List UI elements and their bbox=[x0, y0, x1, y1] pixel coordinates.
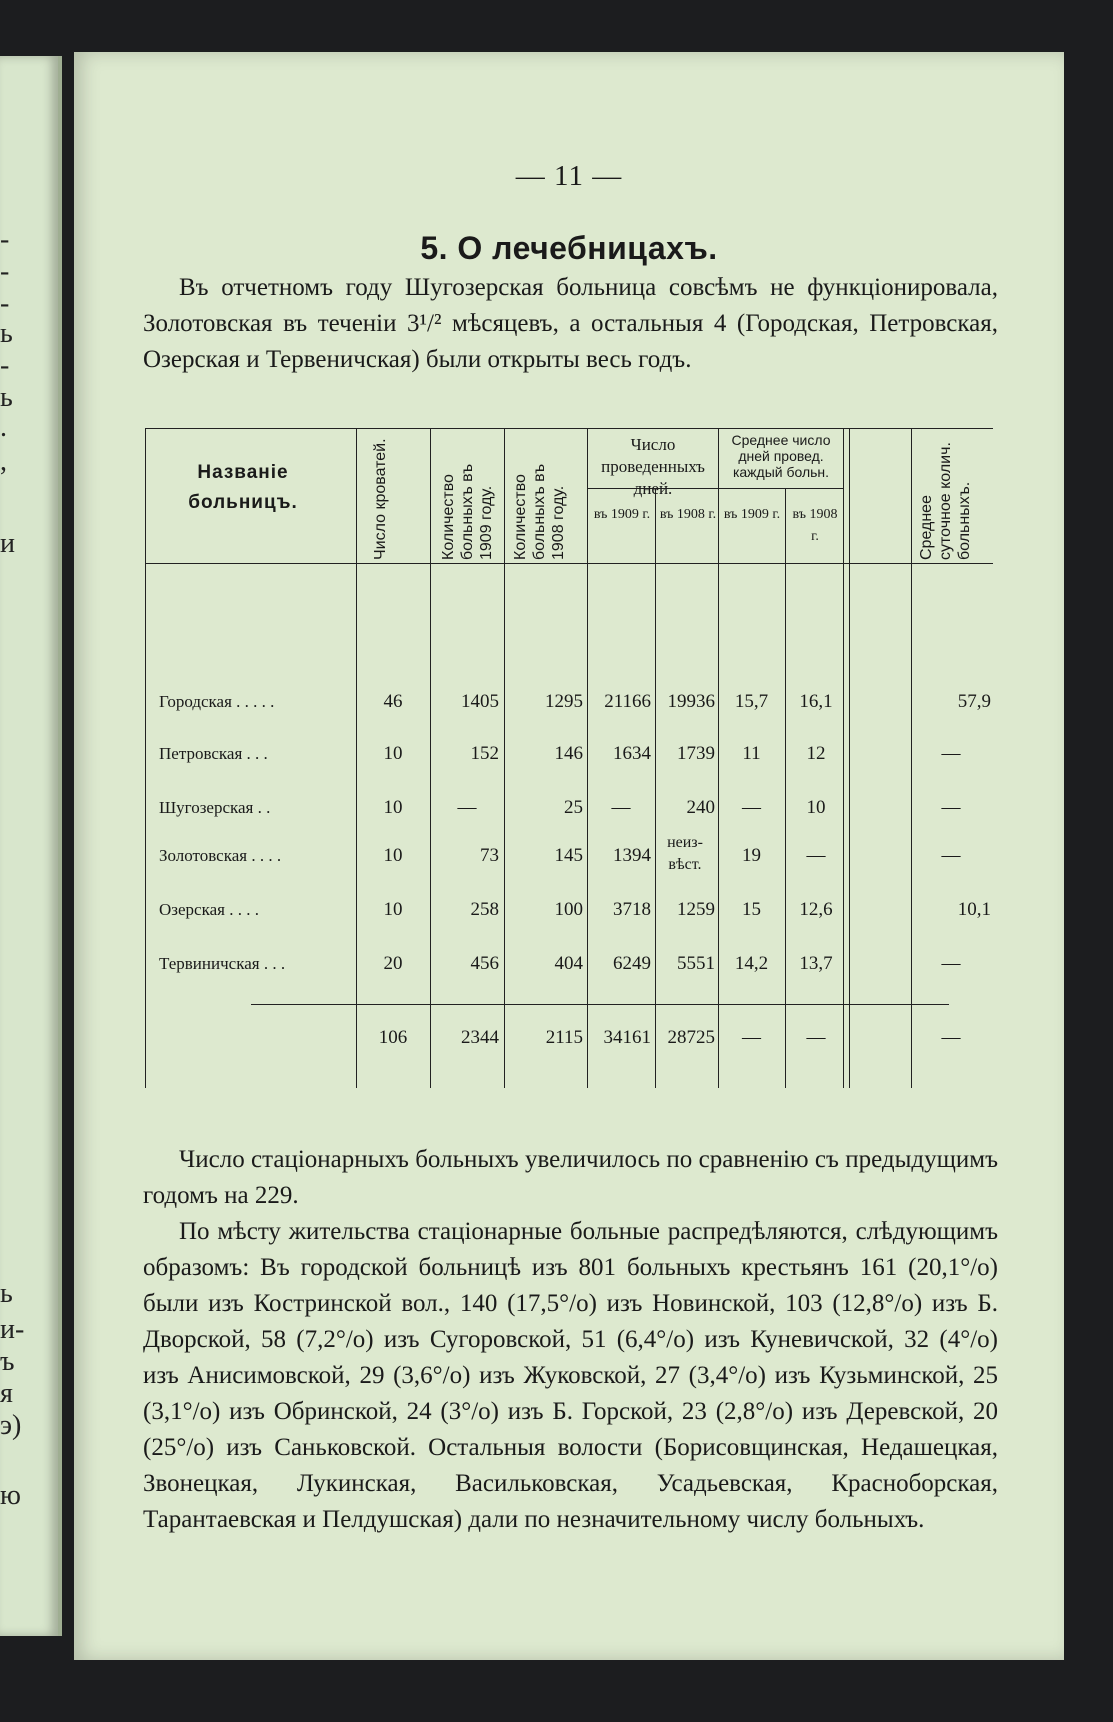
adjacent-page-edge bbox=[0, 56, 62, 1636]
row-p1909: 258 bbox=[470, 899, 499, 920]
total-a1909: — bbox=[742, 1027, 761, 1048]
left-fragment: я bbox=[0, 1378, 13, 1409]
total-daily: — bbox=[941, 1027, 961, 1048]
row-beds: 10 bbox=[383, 899, 403, 920]
row-p1908: 146 bbox=[554, 743, 583, 764]
left-fragment: - bbox=[0, 224, 10, 255]
left-fragment: ь bbox=[0, 382, 13, 413]
header-hospital-name: Названіе больницъ. bbox=[188, 462, 298, 513]
row-beds: 10 bbox=[383, 845, 403, 866]
row-daily: — bbox=[941, 845, 961, 866]
section-title: 5. О лечебницахъ. bbox=[420, 230, 718, 266]
row-name: Шугозерская . . bbox=[159, 798, 271, 817]
left-fragment: и- bbox=[0, 1314, 25, 1345]
page-number: — 11 — bbox=[515, 160, 623, 192]
row-p1908: 1295 bbox=[545, 691, 583, 712]
sub-avg-1909: въ 1909 г. bbox=[723, 507, 781, 522]
row-daily: — bbox=[941, 797, 961, 818]
row-daily: — bbox=[941, 743, 961, 764]
row-a1909: 15,7 bbox=[734, 691, 769, 712]
left-fragment: и bbox=[0, 528, 15, 559]
row-daily: — bbox=[941, 953, 961, 974]
row-beds: 20 bbox=[383, 953, 403, 974]
row-a1909: 11 bbox=[742, 743, 761, 764]
row-d1909: 21166 bbox=[604, 691, 651, 712]
book-page bbox=[74, 52, 1064, 1660]
left-fragment: ь bbox=[0, 1278, 13, 1309]
row-p1909: 456 bbox=[470, 953, 499, 974]
left-fragment: - bbox=[0, 288, 10, 319]
left-fragment: ь bbox=[0, 318, 13, 349]
row-beds: 46 bbox=[383, 691, 403, 712]
row-beds: 10 bbox=[383, 797, 403, 818]
row-name: Золотовская . . . . bbox=[159, 846, 282, 865]
intro-paragraph bbox=[143, 270, 998, 378]
row-d1909: — bbox=[611, 797, 631, 818]
row-p1908: 25 bbox=[564, 797, 583, 818]
header-days-group: Число проведенныхъ дней. bbox=[601, 435, 705, 498]
row-p1908: 100 bbox=[554, 899, 583, 920]
sub-days-1909: въ 1909 г. bbox=[593, 507, 651, 522]
row-p1909: 73 bbox=[480, 845, 499, 866]
total-beds: 106 bbox=[378, 1027, 408, 1048]
left-fragment: - bbox=[0, 350, 10, 381]
total-d1908: 28725 bbox=[667, 1027, 715, 1048]
row-d1909: 3718 bbox=[613, 899, 651, 920]
row-a1908: — bbox=[806, 845, 826, 866]
left-fragment: , bbox=[0, 446, 7, 477]
row-p1909: — bbox=[457, 797, 477, 818]
row-a1909: 14,2 bbox=[734, 953, 769, 974]
row-d1908: 1259 bbox=[677, 899, 715, 920]
header-patients-1908: Количество больныхъ въ 1908 году. bbox=[512, 463, 567, 560]
row-daily: 10,1 bbox=[957, 899, 991, 920]
row-name: Тервиничская . . . bbox=[159, 954, 286, 973]
left-fragment: ъ bbox=[0, 1346, 15, 1377]
row-daily: 57,9 bbox=[957, 691, 991, 712]
row-a1909: 15 bbox=[742, 899, 761, 920]
total-p1908: 2115 bbox=[545, 1027, 583, 1048]
left-fragment: - bbox=[0, 256, 10, 287]
left-fragment: ю bbox=[0, 1480, 21, 1511]
row-a1908: 16,1 bbox=[799, 691, 833, 712]
row-d1909: 1394 bbox=[613, 845, 651, 866]
row-d1909: 6249 bbox=[613, 953, 651, 974]
paragraph-residence-text: По мѣсту жительства стаціонарные больные распредѣляются, слѣдующимъ образомъ: Въ городской больницѣ изъ 801 больныхъ крестьянъ 161 (20,1°/о) были изъ Костринской вол., 140 (17,5°/о) изъ Новинской, 103 (12,8°/о) изъ Б. Дворской, 58 (7,2°/о) изъ Сугоровской, 51 (6,4°/о) изъ Куневичской, 32 (4°/о) изъ Анисимовской, 29 (3,6°/о) изъ Жуковской, 27 (3,4°/о) изъ Кузьминской, 25 (3,1°/о) изъ Обринской, 24 (3°/о) изъ Б. Горской, 23 (2,8°/о) изъ Деревской, 20 (25°/о) изъ Саньковской. Остальныя волости (Борисовщинская, Недашецкая, Звонецкая, Лукинская, Васильковская, Усадьевская, Красноборская, Тарантаевская и Пелдушская) дали по незначительному числу больныхъ. bbox=[143, 1218, 998, 1533]
total-d1909: 34161 bbox=[603, 1027, 651, 1048]
row-a1909: — bbox=[742, 797, 761, 818]
row-d1909: 1634 bbox=[613, 743, 651, 764]
row-p1908: 145 bbox=[554, 845, 583, 866]
row-name: Озерская . . . . bbox=[159, 900, 259, 919]
row-a1909: 19 bbox=[742, 845, 761, 866]
paragraph-residence bbox=[143, 1214, 998, 1538]
row-name: Городская . . . . . bbox=[159, 692, 275, 711]
header-beds: Число кроватей. bbox=[372, 438, 389, 560]
sub-days-1908: въ 1908 г. bbox=[659, 507, 717, 522]
total-p1909: 2344 bbox=[461, 1027, 499, 1048]
intro-text: Въ отчетномъ году Шугозерская больница совсѣмъ не функціонировала, Золотовская въ теченіи 3¹/² мѣсяцевъ, а остальныя 4 (Городская, Петровская, Озерская и Тервеничская) были открыты весь годъ. bbox=[143, 274, 998, 373]
total-a1908: — bbox=[806, 1027, 826, 1048]
header-patients-1909: Количество больныхъ въ 1909 году. bbox=[440, 463, 495, 560]
row-p1909: 152 bbox=[470, 743, 499, 764]
row-name: Петровская . . . bbox=[159, 744, 268, 763]
row-a1908: 10 bbox=[806, 797, 826, 818]
paragraph-increase bbox=[143, 1142, 998, 1214]
row-p1908: 404 bbox=[554, 953, 583, 974]
row-beds: 10 bbox=[383, 743, 403, 764]
header-daily-avg: Среднее суточное колич. больныхъ. bbox=[918, 442, 973, 560]
paragraph-increase-text: Число стаціонарныхъ больныхъ увеличилось по сравненію съ предыдущимъ годомъ на 229. bbox=[143, 1146, 998, 1209]
row-d1908: 19936 bbox=[667, 691, 715, 712]
row-a1908: 12,6 bbox=[799, 899, 833, 920]
header-avg-group: Среднее число дней провед. каждый больн. bbox=[731, 432, 831, 480]
row-d1908: неиз-вѣст. bbox=[667, 834, 703, 873]
row-p1909: 1405 bbox=[461, 691, 499, 712]
row-a1908: 13,7 bbox=[799, 953, 833, 974]
left-fragment: . bbox=[0, 412, 7, 443]
hospital-table bbox=[145, 428, 993, 1088]
row-d1908: 5551 bbox=[677, 953, 715, 974]
row-d1908: 1739 bbox=[677, 743, 715, 764]
row-a1908: 12 bbox=[806, 743, 826, 764]
sub-avg-1908: въ 1908 г. bbox=[792, 507, 838, 544]
left-fragment: э) bbox=[0, 1410, 22, 1441]
row-d1908: 240 bbox=[686, 797, 715, 818]
